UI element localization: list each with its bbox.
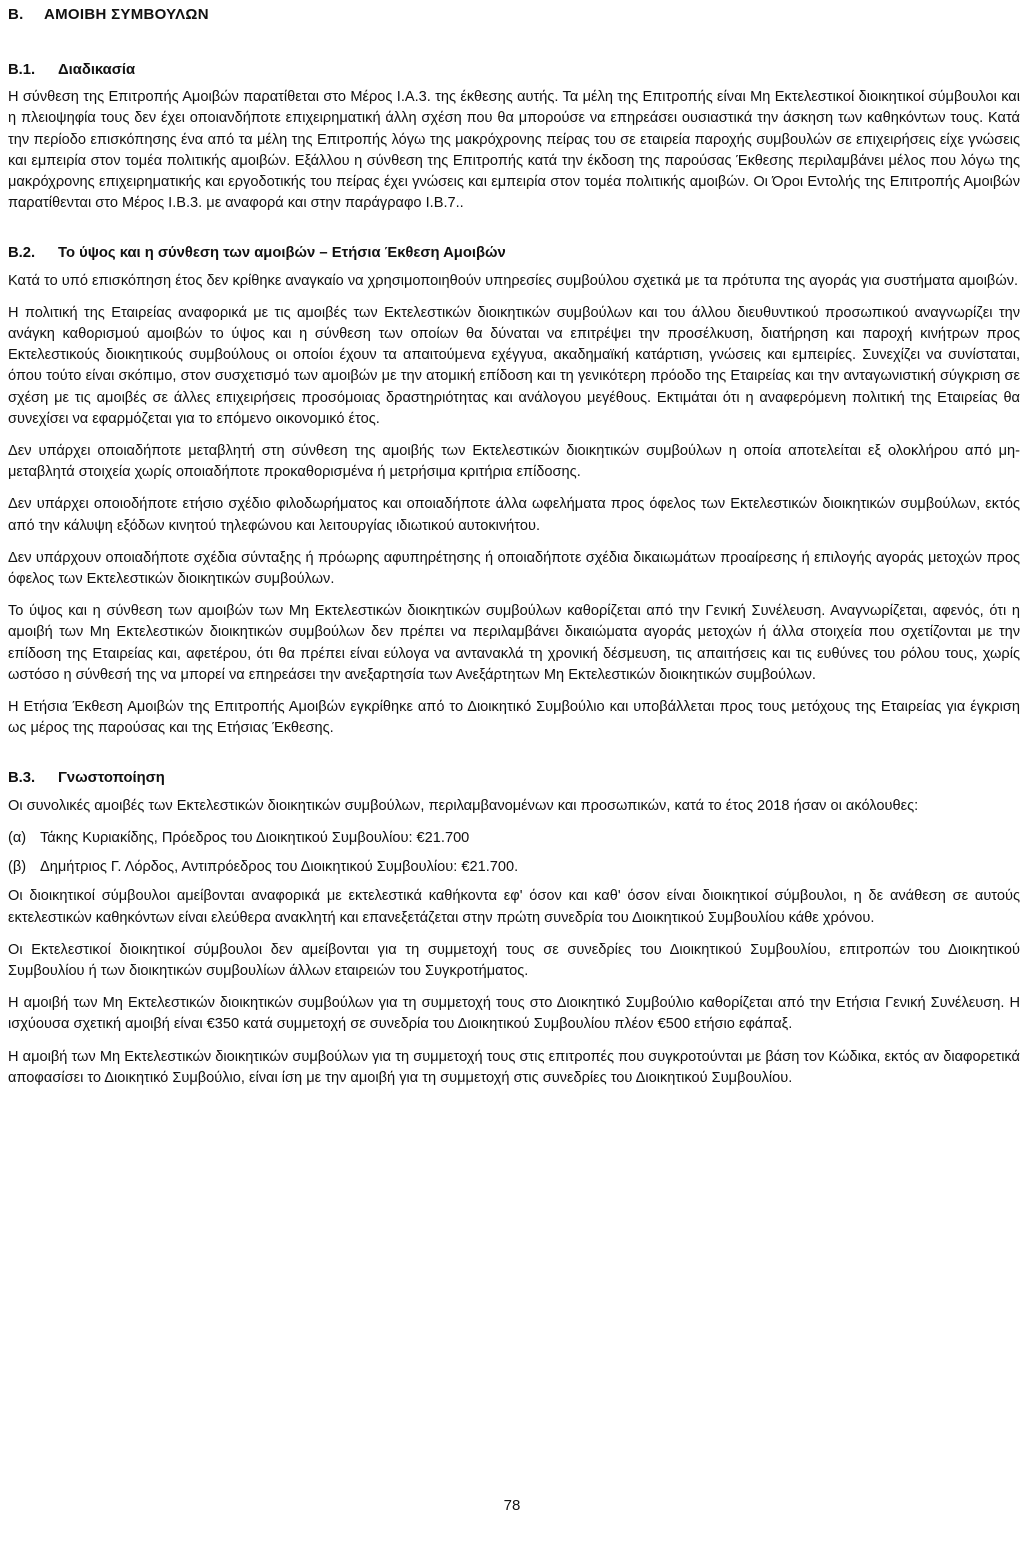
section-title: Διαδικασία bbox=[58, 62, 136, 78]
main-heading bbox=[8, 6, 209, 23]
section-b1 bbox=[8, 60, 1020, 214]
document-body bbox=[8, 60, 1020, 1100]
main-heading-title: ΑΜΟΙΒΗ ΣΥΜΒΟΥΛΩΝ bbox=[44, 6, 209, 23]
section-heading bbox=[8, 60, 1020, 81]
list-item bbox=[8, 857, 1020, 878]
paragraph: Η σύνθεση της Επιτροπής Αμοιβών παρατίθεται στο Μέρος I.A.3. της έκθεσης αυτής. Τα μέλη της Επιτροπής είναι Μη Εκτελεστικοί διοικητικοί σύμβουλοι και η πλειοψηφία τους δεν έχει οποιανδήποτε επιχειρηματική άλλη σχέση που θα μπορούσε να επηρεάσει ουσιαστικά την άσκηση των καθηκόντων τους. Κατά την περίοδο επισκόπησης ένα από τα μέλη της Επιτροπής λόγω της μακρόχρονης πείρας του σε εταιρεία παροχής συμβουλών σε επιχειρήσεις είχε γνώσεις και εμπειρία στον τομέα πολιτικής αμοιβών. Εξάλλου η σύνθεση της Επιτροπής κατά την έκδοση της παρούσας Έκθεσης περιλαμβάνει μέλος που λόγω της μακρόχρονης επιχειρηματικής και εργοδοτικής του πείρας έχει γνώσεις και εμπειρία στον τομέα πολιτικής αμοιβών. Οι Όροι Εντολής της Επιτροπής Αμοιβών παρατίθενται στο Μέρος I.B.3. με αναφορά και στην παράγραφο I.B.7.. bbox=[8, 89, 1020, 212]
list-item bbox=[8, 828, 1020, 849]
main-heading-number: B. bbox=[8, 6, 24, 23]
paragraph: Το ύψος και η σύνθεση των αμοιβών των Μη Εκτελεστικών διοικητικών συμβούλων καθορίζεται από την Γενική Συνέλευση. Αναγνωρίζεται, αφενός, ότι η αμοιβή των Μη Εκτελεστικών διοικητικών συμβούλων δεν πρέπει να περιλαμβάνει δικαιώματα αγοράς μετοχών ή άλλα στοιχεία που σχετίζονται με την επίδοση της Εταιρείας και, αφετέρου, ότι θα πρέπει είναι εύλογα να αντανακλά τη χρονική δέσμευση, τις απαιτήσεις και τις ευθύνες του ρόλου τους, χωρίς ωστόσο η σύνθεσή της να μπορεί να επηρεάσει την ανεξαρτησία των Ανεξάρτητων Μη Εκτελεστικών διοικητικών συμβούλων. bbox=[8, 603, 1020, 683]
paragraph: Η πολιτική της Εταιρείας αναφορικά με τις αμοιβές των Εκτελεστικών διοικητικών συμβούλων και του άλλου διευθυντικού προσωπικού αναγνωρίζει την ανάγκη καθορισμού αμοιβών το ύψος και η σύνθεση των οποίων θα δύναται να επιτρέψει την προσέλκυση, διατήρηση και παροχή κινήτρων προς Εκτελεστικούς διοικητικούς συμβούλους οι οποίοι έχουν τα απαιτούμενα εχέγγυα, ακαδημαϊκή κατάρτιση, γνώσεις και εμπειρίες. Συνεχίζει να συνίσταται, όπου τούτο είναι σκόπιμο, στον συσχετισμό των αμοιβών με την ατομική επίδοση και τη γενικότερη πρόοδο της Εταιρείας και την ανταγωνιστική σύγκριση σε σχέση με τις αμοιβές σε άλλες επιχειρήσεις προσόμοιας δραστηριότητας και ανάλογου μεγέθους. Εκτιμάται ότι η αναφερόμενη πολιτική της Εταιρείας θα συνεχίσει να εφαρμόζεται για το επόμενο οικονομικό έτος. bbox=[8, 304, 1020, 427]
paragraph: Η αμοιβή των Μη Εκτελεστικών διοικητικών συμβούλων για τη συμμετοχή τους στις επιτροπές που συγκροτούνται με βάση τον Κώδικα, εκτός αν διαφορετικά αποφασίσει το Διοικητικό Συμβούλιο, είναι ίση με την αμοιβή για τη συμμετοχή στις συνεδρίες του Διοικητικού Συμβουλίου. bbox=[8, 1048, 1020, 1086]
list-item-label: (α) bbox=[8, 829, 27, 846]
section-title: Γνωστοποίηση bbox=[58, 770, 165, 787]
section-b2 bbox=[8, 243, 1020, 739]
section-heading bbox=[8, 768, 1020, 789]
section-number: B.1. bbox=[8, 62, 36, 78]
section-number: B.2. bbox=[8, 245, 36, 262]
section-title: Το ύψος και η σύνθεση των αμοιβών – Ετήσια Έκθεση Αμοιβών bbox=[58, 245, 506, 262]
paragraph: Οι Εκτελεστικοί διοικητικοί σύμβουλοι δεν αμείβονται για τη συμμετοχή τους σε συνεδρίες του Διοικητικού Συμβουλίου, επιτροπών του Διοικητικού Συμβουλίου ή των διοικητικών συμβουλίων άλλων εταιρειών του Συγκροτήματος. bbox=[8, 941, 1020, 979]
paragraph: Οι συνολικές αμοιβές των Εκτελεστικών διοικητικών συμβούλων, περιλαμβανομένων και προσωπικών, κατά το έτος 2018 ήσαν οι ακόλουθες: bbox=[8, 797, 919, 814]
section-b3 bbox=[8, 768, 1020, 1088]
paragraph: Κατά το υπό επισκόπηση έτος δεν κρίθηκε αναγκαίο να χρησιμοποιηθούν υπηρεσίες συμβούλου σχετικά με τα πρότυπα της αγοράς για συστήματα αμοιβών. bbox=[8, 272, 1019, 289]
paragraph: Δεν υπάρχει οποιοδήποτε ετήσιο σχέδιο φιλοδωρήματος και οποιαδήποτε άλλα ωφελήματα προς όφελος των Εκτελεστικών διοικητικών συμβούλων, εκτός από την κάλυψη εξόδων κινητού τηλεφώνου και λειτουργίας ιδιωτικού αυτοκινήτου. bbox=[8, 496, 1020, 534]
section-number: B.3. bbox=[8, 770, 36, 787]
section-heading bbox=[8, 243, 1020, 264]
list-item-label: (β) bbox=[8, 859, 27, 876]
page-number: 78 bbox=[503, 1497, 521, 1514]
list-item-text: Τάκης Κυριακίδης, Πρόεδρος του Διοικητικού Συμβουλίου: €21.700 bbox=[40, 829, 470, 846]
list-item-text: Δημήτριος Γ. Λόρδος, Αντιπρόεδρος του Διοικητικού Συμβουλίου: €21.700. bbox=[40, 859, 519, 876]
paragraph: Δεν υπάρχει οποιαδήποτε μεταβλητή στη σύνθεση της αμοιβής των Εκτελεστικών διοικητικών συμβούλων η οποία αποτελείται εξ ολοκλήρου από μη-μεταβλητά στοιχεία χωρίς οποιαδήποτε προκαθορισμένα ή μετρήσιμα κριτήρια επίδοσης. bbox=[8, 443, 1020, 481]
paragraph: Η αμοιβή των Μη Εκτελεστικών διοικητικών συμβούλων για τη συμμετοχή τους στο Διοικητικό Συμβούλιο καθορίζεται από την Ετήσια Γενική Συνέλευση. Η ισχύουσα σχετική αμοιβή είναι €350 κατά συμμετοχή σε συνεδρία του Διοικητικού Συμβουλίου πλέον €500 ετήσιο εφάπαξ. bbox=[8, 995, 1020, 1033]
paragraph: Η Ετήσια Έκθεση Αμοιβών της Επιτροπής Αμοιβών εγκρίθηκε από το Διοικητικό Συμβούλιο και υποβάλλεται προς τους μετόχους της Εταιρείας για έγκριση ως μέρος της παρούσας και της Ετήσιας Έκθεσης. bbox=[8, 699, 1020, 737]
paragraph: Οι διοικητικοί σύμβουλοι αμείβονται αναφορικά με εκτελεστικά καθήκοντα εφ' όσον και καθ' όσον είναι διοικητικοί σύμβουλοι, η δε ανάθεση σε αυτούς εκτελεστικών καθηκόντων είναι ελεύθερα ανακλητή και επανεξετάζεται στην πρώτη συνεδρία του Διοικητικού Συμβουλίου κάθε χρόνου. bbox=[8, 888, 1020, 926]
paragraph: Δεν υπάρχουν οποιαδήποτε σχέδια σύνταξης ή πρόωρης αφυπηρέτησης ή οποιαδήποτε σχέδια δικαιωμάτων προαίρεσης ή επιλογής αγοράς μετοχών προς όφελος των Εκτελεστικών διοικητικών συμβούλων. bbox=[8, 549, 1020, 588]
